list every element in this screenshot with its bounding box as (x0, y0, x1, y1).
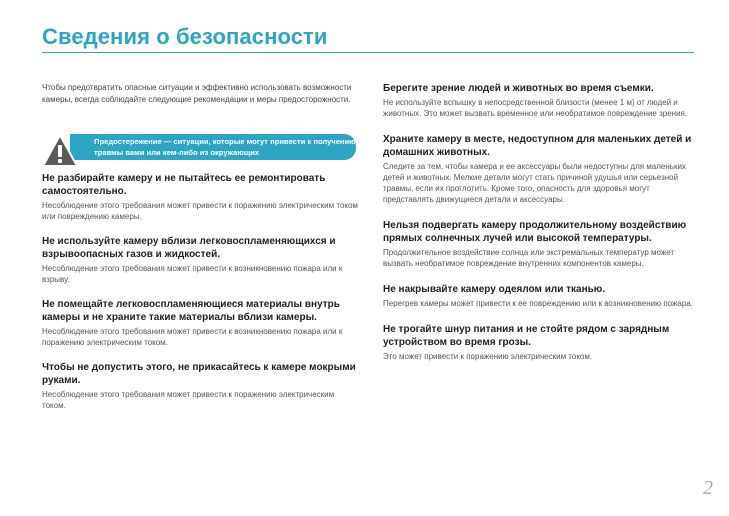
safety-item-title: Не разбирайте камеру и не пытайтесь ее ремонтировать самостоятельно. (42, 173, 326, 197)
right-column (383, 82, 697, 362)
safety-item-body: Несоблюдение этого требования может привести к возникновению пожара или к поражению электрическим током. (42, 327, 343, 347)
page-number: 2 (703, 477, 713, 499)
safety-item-body: Несоблюдение этого требования может привести к возникновению пожара или к взрыву. (42, 264, 343, 284)
safety-item-body: Следите за тем, чтобы камера и ее аксессуары были недоступны для маленьких детей и животных. Мелкие детали могут стать причиной удушья или серьезной травмы, если их проглотить. Кроме того, опасность для здоровья могут представлять движущиеся детали и аксессуары. (383, 162, 686, 204)
safety-item-title: Не используйте камеру вблизи легковоспламеняющихся и взрывоопасных газов и жидкостей. (42, 236, 336, 260)
warning-triangle-icon (42, 134, 78, 168)
safety-item (383, 82, 697, 119)
safety-item-title: Берегите зрение людей и животных во время съемки. (383, 83, 654, 94)
intro-text: Чтобы предотвратить опасные ситуации и эффективно использовать возможности камеры, всегда соблюдайте следующие рекомендации и меры предосторожности. (42, 83, 352, 104)
safety-item (383, 133, 697, 205)
safety-item-title: Не накрывайте камеру одеялом или тканью. (383, 284, 606, 295)
safety-item-title: Не трогайте шнур питания и не стойте рядом с зарядным устройством во время грозы. (383, 324, 670, 348)
safety-item (383, 323, 697, 362)
safety-item-title: Храните камеру в месте, недоступном для маленьких детей и домашних животных. (383, 134, 692, 158)
safety-item-body: Несоблюдение этого требования может привести к поражению электрическим током или повреждению камеры. (42, 201, 358, 221)
warning-callout (42, 134, 360, 168)
safety-item-body: Несоблюдение этого требования может привести к поражению электрическим током. (42, 390, 335, 410)
title-divider (42, 52, 694, 53)
left-column (42, 82, 360, 411)
safety-item-title: Не помещайте легковоспламеняющиеся материалы внутрь камеры и не храните такие материалы вблизи камеры. (42, 299, 340, 323)
safety-item (42, 235, 360, 285)
safety-item (383, 283, 697, 309)
safety-item-title: Нельзя подвергать камеру продолжительному воздействию прямых солнечных лучей или высокой температуры. (383, 220, 687, 244)
safety-item-body: Это может привести к поражению электрическим током. (383, 352, 593, 361)
safety-item (42, 298, 360, 348)
safety-item-body: Перегрев камеры может привести к ее повреждению или к возникновению пожара. (383, 299, 693, 308)
safety-item (383, 219, 697, 269)
safety-item-body: Продолжительное воздействие солнца или экстремальных температур может вызвать необратимое повреждение внутренних компонентов камеры. (383, 248, 675, 268)
safety-item-body: Не используйте вспышку в непосредственной близости (менее 1 м) от людей и животных. Это может вызвать временное или необратимое повреждение зрения. (383, 98, 688, 118)
safety-item-title: Чтобы не допустить этого, не прикасайтесь к камере мокрыми руками. (42, 362, 356, 386)
safety-item (42, 172, 360, 222)
warning-text: Предостережение — ситуации, которые могут привести к получению травмы вами или кем-либо из окружающих (70, 134, 356, 160)
page-title: Сведения о безопасности (42, 24, 328, 49)
safety-item (42, 361, 360, 411)
